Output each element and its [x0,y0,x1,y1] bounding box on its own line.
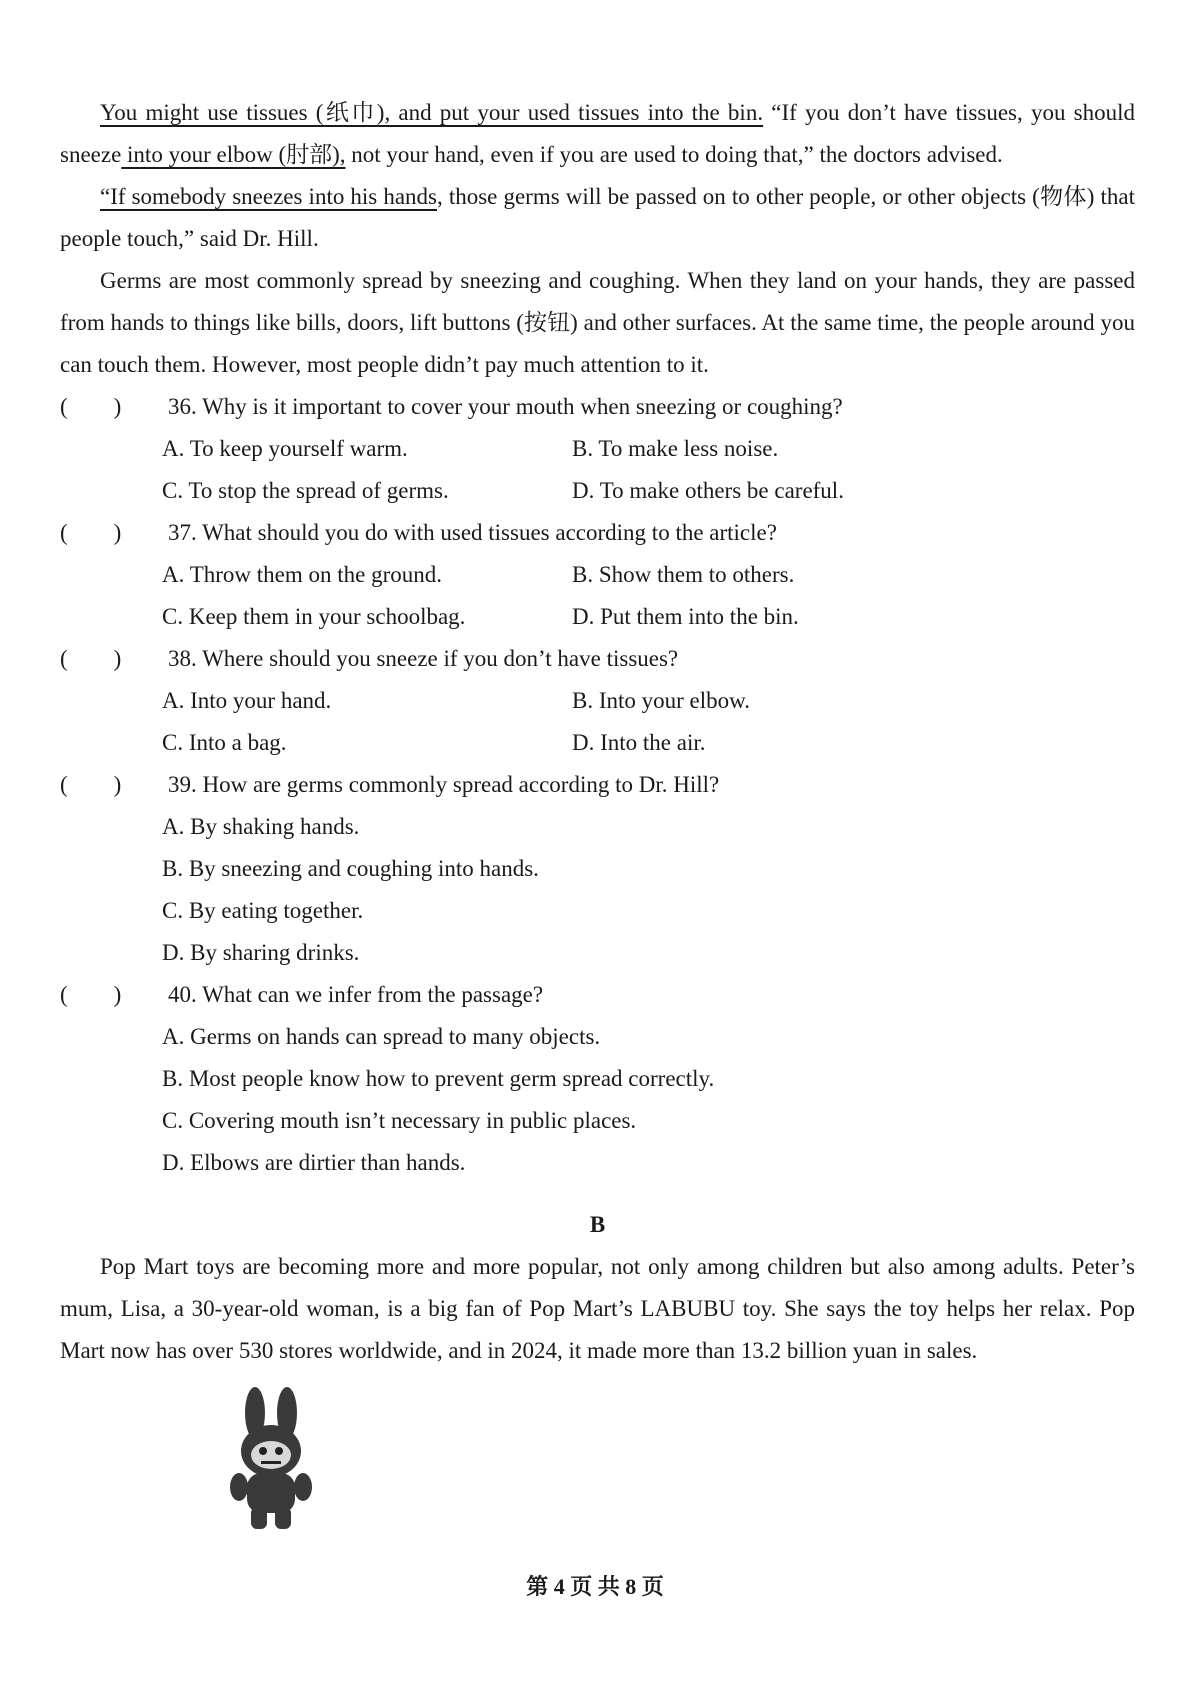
text-run: “If you don’t have tissues, you should sneeze [60,100,1135,167]
question-text: 39. How are germs commonly spread according to Dr. Hill? [168,772,720,797]
option: A. Into your hand. [162,688,332,713]
paragraph-1 [60,92,1135,176]
option-row [162,470,1135,512]
option: D. Into the air. [572,730,706,755]
option: D. To make others be careful. [572,478,844,503]
option: B. Show them to others. [572,562,795,587]
question-4 [60,764,1135,806]
option: B. Into your elbow. [572,688,751,713]
underlined-sentence-1: You might use tissues (纸巾), and put your used tissues into the bin. [100,100,764,125]
question-text: 40. What can we infer from the passage? [168,982,544,1007]
options-5 [162,1016,1135,1184]
question-list [60,386,1135,1184]
text-run: , those germs will be passed on to other people, or other objects (物体) that people touch,” said Dr. Hill. [60,184,1135,251]
section-b-paragraph: Pop Mart toys are becoming more and more popular, not only among children but also among adults. Peter’s mum, Lisa, a 30-year-old woman, is a big fan of Pop Mart’s LABUBU toy. She says the toy helps her relax. Pop Mart now has over 530 stores worldwide, and in 2024, it made more than 13.2 billion yuan in sales. [60,1254,1135,1363]
answer-blank[interactable]: ( ) [60,394,122,419]
page-content [60,92,1135,1372]
underlined-phrase-elbow: into your elbow (肘部), [121,142,346,167]
options-3 [162,680,1135,764]
underlined-quote: “If somebody sneezes into his hands [100,184,437,209]
option-row [162,680,1135,722]
question-3 [60,638,1135,680]
option: C. By eating together. [162,898,364,923]
paragraph-2 [60,176,1135,260]
option: D. By sharing drinks. [162,940,360,965]
question-text: 37. What should you do with used tissues according to the article? [168,520,777,545]
question-text: 36. Why is it important to cover your mouth when sneezing or coughing? [168,394,843,419]
option: B. Most people know how to prevent germ spread correctly. [162,1066,715,1091]
answer-blank[interactable]: ( ) [60,520,122,545]
option: C. Keep them in your schoolbag. [162,604,466,629]
page-footer: 第 4 页 共 8 页 [526,1574,664,1599]
option: A. By shaking hands. [162,814,360,839]
labubu-toy-image [225,1385,317,1533]
answer-blank[interactable]: ( ) [60,646,122,671]
answer-blank[interactable]: ( ) [60,772,122,797]
section-title: B [589,1212,606,1237]
question-5 [60,974,1135,1016]
options-1 [162,428,1135,512]
paragraph-3: Germs are most commonly spread by sneezing and coughing. When they land on your hands, they are passed from hands to things like bills, doors, lift buttons (按钮) and other surfaces. At the same time, the people around you can touch them. However, most people didn’t pay much attention to it. [60,268,1135,377]
question-2 [60,512,1135,554]
option: A. Throw them on the ground. [162,562,443,587]
option: C. Into a bag. [162,730,287,755]
option: C. Covering mouth isn’t necessary in public places. [162,1108,637,1133]
option: A. Germs on hands can spread to many objects. [162,1024,601,1049]
text-run: not your hand, even if you are used to doing that,” the doctors advised. [345,142,1003,167]
options-2 [162,554,1135,638]
option: D. Elbows are dirtier than hands. [162,1150,466,1175]
question-1 [60,386,1135,428]
option: B. By sneezing and coughing into hands. [162,856,539,881]
option-row [162,722,1135,764]
option-row [162,596,1135,638]
option: A. To keep yourself warm. [162,436,408,461]
option-row [162,428,1135,470]
question-text: 38. Where should you sneeze if you don’t have tissues? [168,646,679,671]
option: C. To stop the spread of germs. [162,478,449,503]
option: D. Put them into the bin. [572,604,799,629]
answer-blank[interactable]: ( ) [60,982,122,1007]
option: B. To make less noise. [572,436,779,461]
options-4 [162,806,1135,974]
option-row [162,554,1135,596]
